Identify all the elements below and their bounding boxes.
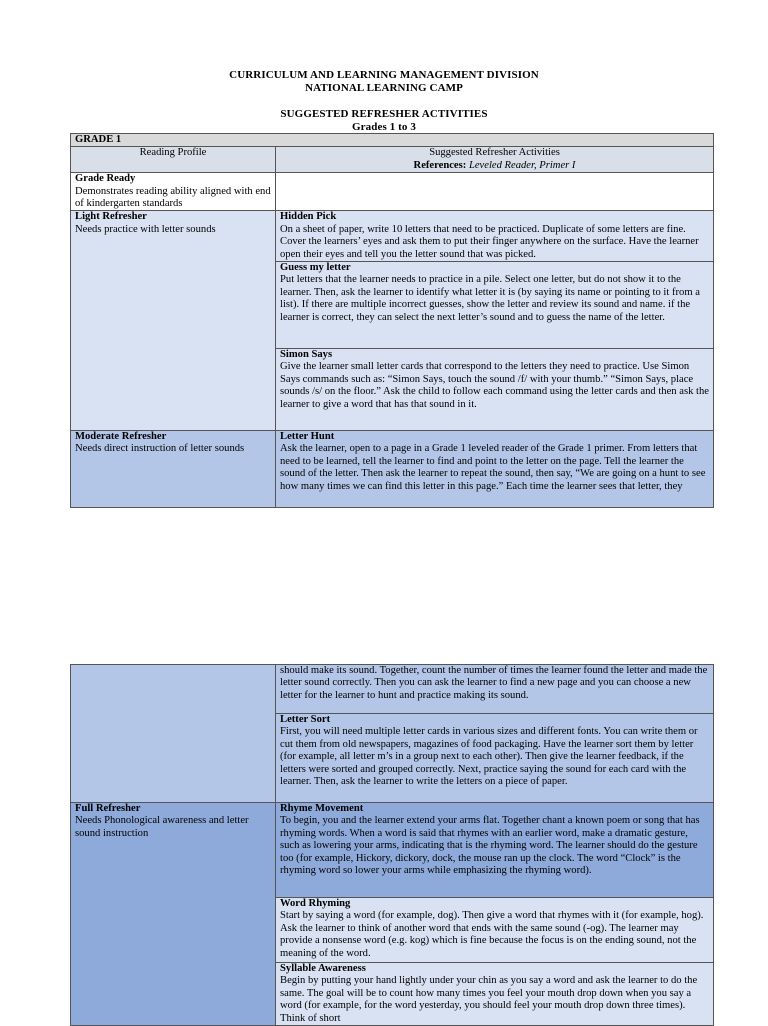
activity-text: Ask the learner, open to a page in a Grade 1 leveled reader of the Grade 1 primer. From letters that need to be learned, tell the learner to find and point to the letter on the page. Tell the learner the sound of the letter. Then ask the learner to repeat the sound, then say, “We are going on a hunt to see how many times we can find this letter in this page.” Each time the learner sees that letter, they (280, 443, 706, 492)
moderate-refresher-title: Moderate Refresher (75, 431, 167, 443)
reading-profile-header: Reading Profile (71, 147, 276, 173)
activity-letter-sort (276, 714, 714, 803)
grades-subtitle: Grades 1 to 3 (352, 121, 416, 133)
activity-text: Start by saying a word (for example, dog). Then give a word that rhymes with it (for example, hog). Ask the learner to think of another word that ends with the same sound (-og). The learner may provide a nonsense word (e.g. kog) which is fine because the focus is on the ending sound, not the meaning of the word. (280, 910, 704, 959)
activity-text: First, you will need multiple letter cards in various sizes and different fonts. You can write them or cut them from old newspapers, magazines of food packaging. Have the learner sort them by letter (for example, all letter m’s in a group next to each other). Then give the learner feedback, if the letters were sorted and grouped correctly. Next, practice saying the sound for each card with the learner. Then, ask the learner to write the letters on a piece of paper. (280, 726, 698, 788)
activity-letter-hunt (276, 431, 714, 508)
activity-guess-my-letter (276, 262, 714, 349)
activity-syllable-awareness (276, 963, 714, 1026)
activity-title: Letter Hunt (280, 431, 335, 443)
activities-title: SUGGESTED REFRESHER ACTIVITIES (280, 108, 488, 120)
full-refresher-cell (71, 803, 276, 1026)
grade-ready-desc: Demonstrates reading ability aligned with end of kindergarten standards (75, 185, 271, 210)
activity-text: Put letters that the learner needs to practice in a pile. Select one letter, but do not show it to the learner. Then, ask the learner to identify what letter it is (by saying its name or pointing to it from a list). If there are multiple incorrect guesses, show the letter and review its sound and name. if the learner is correct, they can select the next letter’s sound and to guess the name of the letter. (280, 274, 700, 323)
activity-title: Word Rhyming (280, 898, 351, 909)
grade1-table-continued (70, 664, 714, 1026)
activity-hidden-pick (276, 211, 714, 262)
activity-text: Begin by putting your hand lightly under your chin as you say a word and ask the learner to do the same. The goal will be to count how many times you feel your mouth drop down when you say a word (for example, for the word yesterday, you should feel your mouth drop down three times). Think of short (280, 975, 698, 1024)
division-title: CURRICULUM AND LEARNING MANAGEMENT DIVISION (229, 69, 539, 81)
light-refresher-title: Light Refresher (75, 211, 147, 223)
references-value: Leveled Reader, Primer I (468, 159, 576, 171)
light-refresher-desc: Needs practice with letter sounds (75, 223, 216, 235)
activity-title: Hidden Pick (280, 211, 337, 223)
activity-title: Simon Says (280, 349, 333, 361)
activity-title: Syllable Awareness (280, 963, 366, 974)
activity-title: Letter Sort (280, 714, 331, 725)
activity-letter-hunt-continued (276, 665, 714, 714)
grade-ready-cell (71, 173, 276, 211)
moderate-refresher-cell (71, 431, 276, 508)
activity-title: Guess my letter (280, 262, 351, 274)
activities-header-label: Suggested Refresher Activities (429, 147, 560, 159)
activity-text: Give the learner small letter cards that correspond to the letters they need to practice. Use Simon Says commands such as: “Simon Says, touch the sound /f/ with your thumb.” “Simon Says, place sounds /s/ on the floor.” Ask the child to follow each command using the letter cards and then ask the learner to give a word that has that sound in it. (280, 361, 709, 410)
references-label: References (413, 159, 463, 171)
full-refresher-title: Full Refresher (75, 803, 141, 814)
grade-label: GRADE 1 (71, 134, 714, 147)
light-refresher-cell (71, 211, 276, 431)
moderate-refresher-cell-continued (71, 665, 276, 803)
grade-ready-activities (276, 173, 714, 211)
moderate-refresher-desc: Needs direct instruction of letter sounds (75, 443, 245, 455)
activities-header: Suggested Refresher Activities References: Leveled Reader, Primer I (276, 147, 714, 173)
activity-text: On a sheet of paper, write 10 letters that need to be practiced. Duplicate of some letters are fine. Cover the learners’ eyes and ask them to put their finger anywhere on the surface. Have the learner open their eyes and tell you the letter sound that was picked. (280, 223, 699, 260)
activity-word-rhyming (276, 898, 714, 963)
activity-simon-says (276, 349, 714, 431)
activity-rhyme-movement (276, 803, 714, 898)
activity-text: should make its sound. Together, count the number of times the learner found the letter and made the letter sound correctly. Then you can ask the learner to find a new page and you can choose a new letter for the learner to hunt and practice making its sound. (280, 665, 708, 701)
activity-title: Rhyme Movement (280, 803, 364, 814)
activity-text: To begin, you and the learner extend your arms flat. Together chant a known poem or song that has rhyming words. When a word is said that rhymes with an earlier word, make a dramatic gesture, such as lowering your arms, indicating that is the rhyming word. The learner should do the gesture too (for example, Hickory, dickory, dock, the mouse ran up the clock. The word “Clock” is the rhyming word so lower your arms while emphasizing the rhyming word). (280, 815, 700, 877)
grade-ready-title: Grade Ready (75, 173, 136, 185)
full-refresher-desc: Needs Phonological awareness and letter sound instruction (75, 815, 249, 839)
grade1-table (70, 133, 714, 508)
camp-title: NATIONAL LEARNING CAMP (305, 82, 463, 94)
